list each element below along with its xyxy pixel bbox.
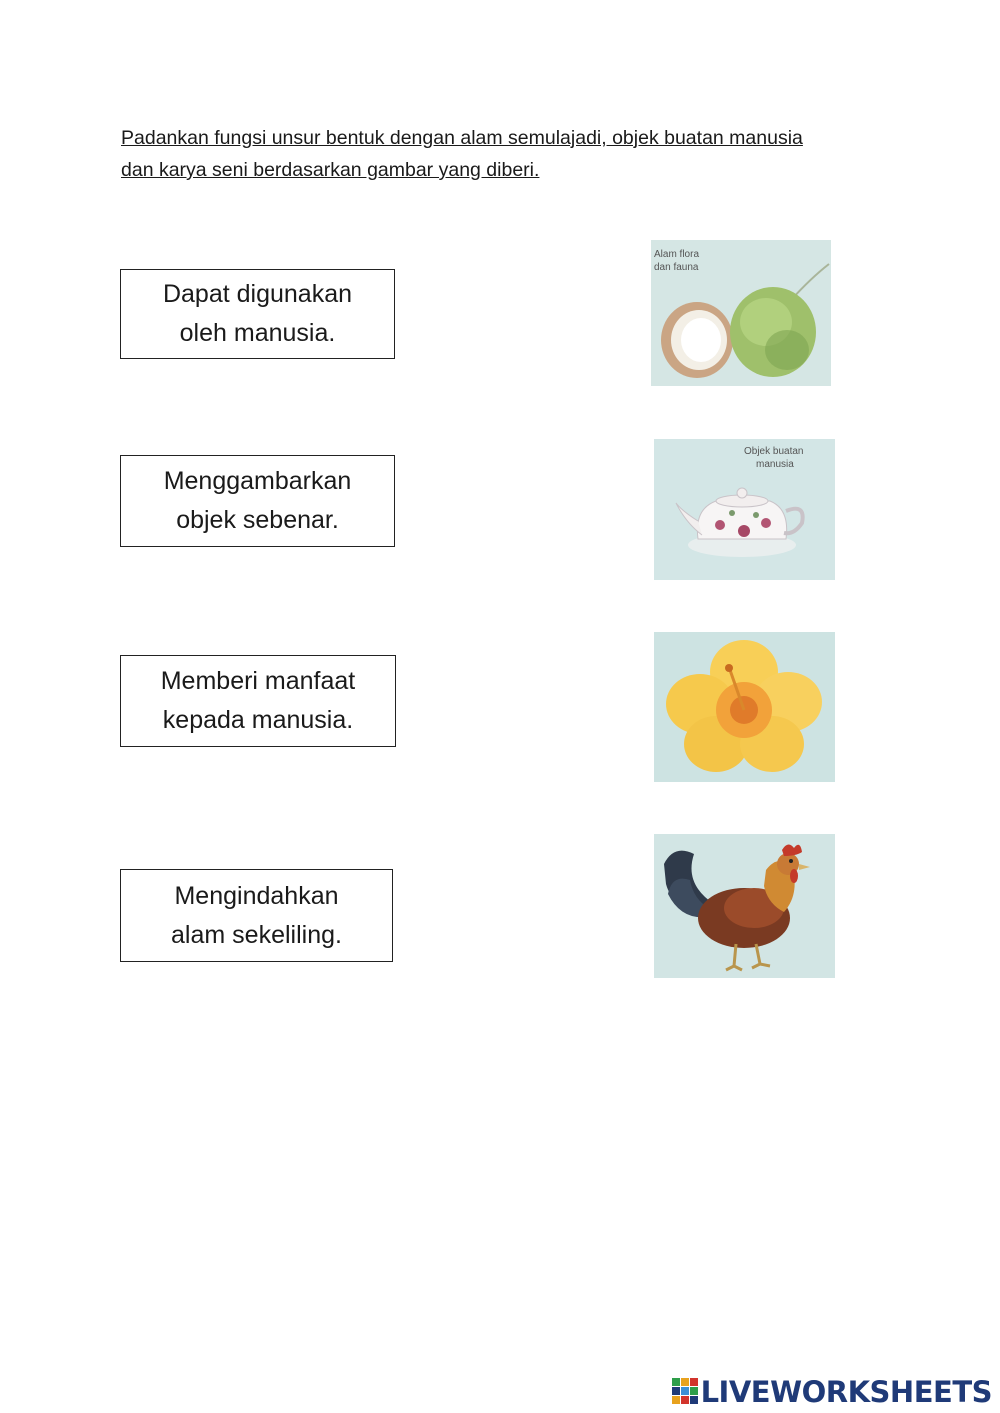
logo-text: LIVEWORKSHEETS [700, 1375, 992, 1409]
instruction-text [121, 122, 881, 186]
statement-4-line-1: Mengindahkan [174, 881, 339, 910]
picture-1-caption-line-1: Alam flora [654, 249, 700, 260]
statement-box-3[interactable] [120, 655, 396, 747]
instruction-line-1: Padankan fungsi unsur bentuk dengan alam semulajadi, objek buatan manusia [121, 127, 803, 149]
instruction-line-2: dan karya seni berdasarkan gambar yang diberi. [121, 159, 540, 181]
statement-1-line-1: Dapat digunakan [162, 280, 353, 308]
liveworksheets-badge-icon [672, 1378, 698, 1406]
picture-coconut[interactable] [651, 240, 831, 386]
picture-teapot[interactable] [654, 439, 835, 580]
picture-hibiscus[interactable] [654, 632, 835, 782]
statement-box-4[interactable] [120, 869, 393, 962]
picture-rooster[interactable] [654, 834, 835, 978]
picture-2-caption-line-1: Objek buatan [744, 446, 804, 457]
picture-1-caption-line-2: dan fauna [654, 262, 699, 273]
statement-1-line-2: oleh manusia. [179, 319, 336, 347]
statement-2-line-2: objek sebenar. [176, 506, 339, 534]
hibiscus-flower-icon [654, 632, 835, 782]
rooster-icon [654, 834, 835, 978]
statement-4-line-2: alam sekeliling. [171, 920, 342, 949]
liveworksheets-logo [672, 1375, 992, 1409]
statement-3-line-2: kepada manusia. [162, 706, 354, 734]
coconut-icon [651, 240, 831, 386]
statement-box-2[interactable] [120, 455, 395, 547]
teapot-icon [654, 439, 835, 580]
statement-2-line-1: Menggambarkan [163, 467, 352, 495]
picture-2-caption-line-2: manusia [756, 459, 794, 470]
statement-3-line-1: Memberi manfaat [160, 667, 356, 695]
statement-box-1[interactable] [120, 269, 395, 359]
